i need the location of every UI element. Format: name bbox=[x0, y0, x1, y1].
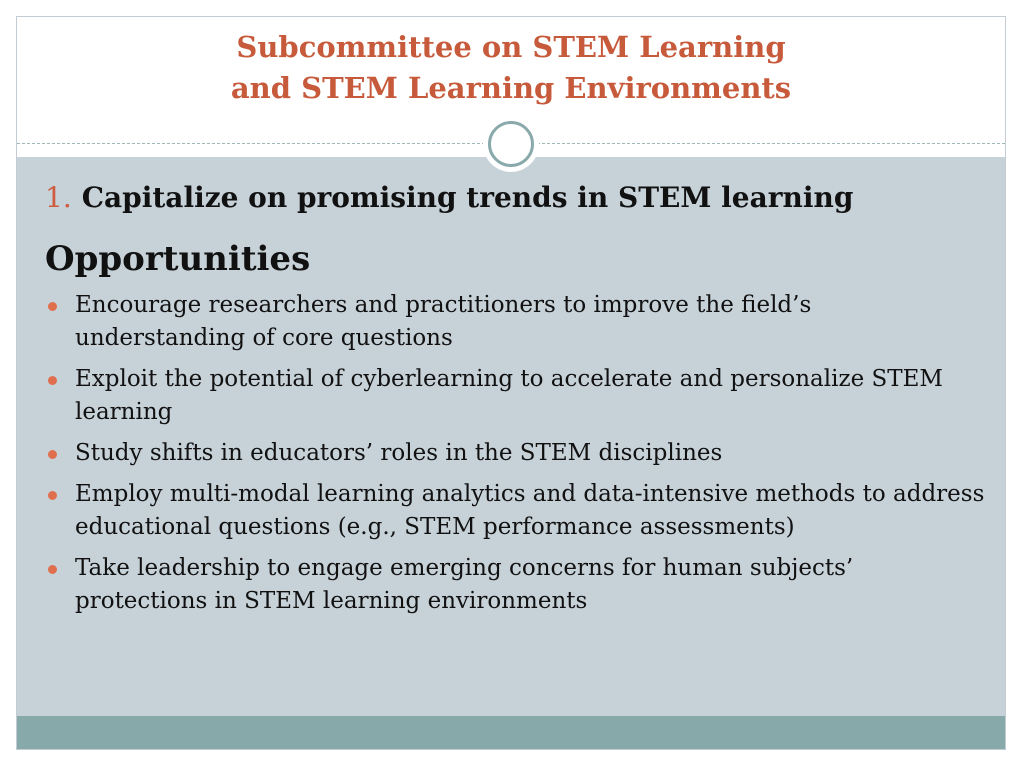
slide-body bbox=[45, 179, 985, 626]
bullet-text: Exploit the potential of cyberlearning to accelerate and personalize STEM learning bbox=[75, 366, 943, 425]
circle-ring-icon bbox=[488, 121, 534, 167]
bullet-dot-icon bbox=[48, 302, 57, 311]
bullet-dot-icon bbox=[48, 565, 57, 574]
slide bbox=[16, 16, 1006, 750]
divider-circle-ornament bbox=[483, 116, 539, 172]
bullet-item bbox=[45, 478, 985, 544]
bullet-item bbox=[45, 552, 985, 618]
title-line-1: Subcommittee on STEM Learning bbox=[236, 30, 786, 64]
bullet-item bbox=[45, 363, 985, 429]
bullet-item bbox=[45, 437, 985, 470]
numbered-heading bbox=[45, 179, 985, 217]
bullet-dot-icon bbox=[48, 376, 57, 385]
bullet-dot-icon bbox=[48, 450, 57, 459]
item-number: 1. bbox=[45, 181, 72, 214]
bullet-text: Encourage researchers and practitioners to improve the field’s understanding of core questions bbox=[75, 292, 812, 351]
bullet-text: Study shifts in educators’ roles in the STEM disciplines bbox=[75, 440, 723, 466]
bullet-list bbox=[45, 289, 985, 618]
bullet-text: Employ multi-modal learning analytics and data-intensive methods to address educational questions (e.g., STEM performance assessments) bbox=[75, 481, 985, 540]
footer-band bbox=[17, 716, 1005, 750]
title-line-2: and STEM Learning Environments bbox=[230, 71, 792, 105]
numbered-heading-text: Capitalize on promising trends in STEM learning bbox=[81, 181, 854, 214]
bullet-item bbox=[45, 289, 985, 355]
bullet-dot-icon bbox=[48, 491, 57, 500]
bullet-text: Take leadership to engage emerging concerns for human subjects’ protections in STEM learning environments bbox=[75, 555, 854, 614]
section-heading: Opportunities bbox=[45, 239, 311, 279]
